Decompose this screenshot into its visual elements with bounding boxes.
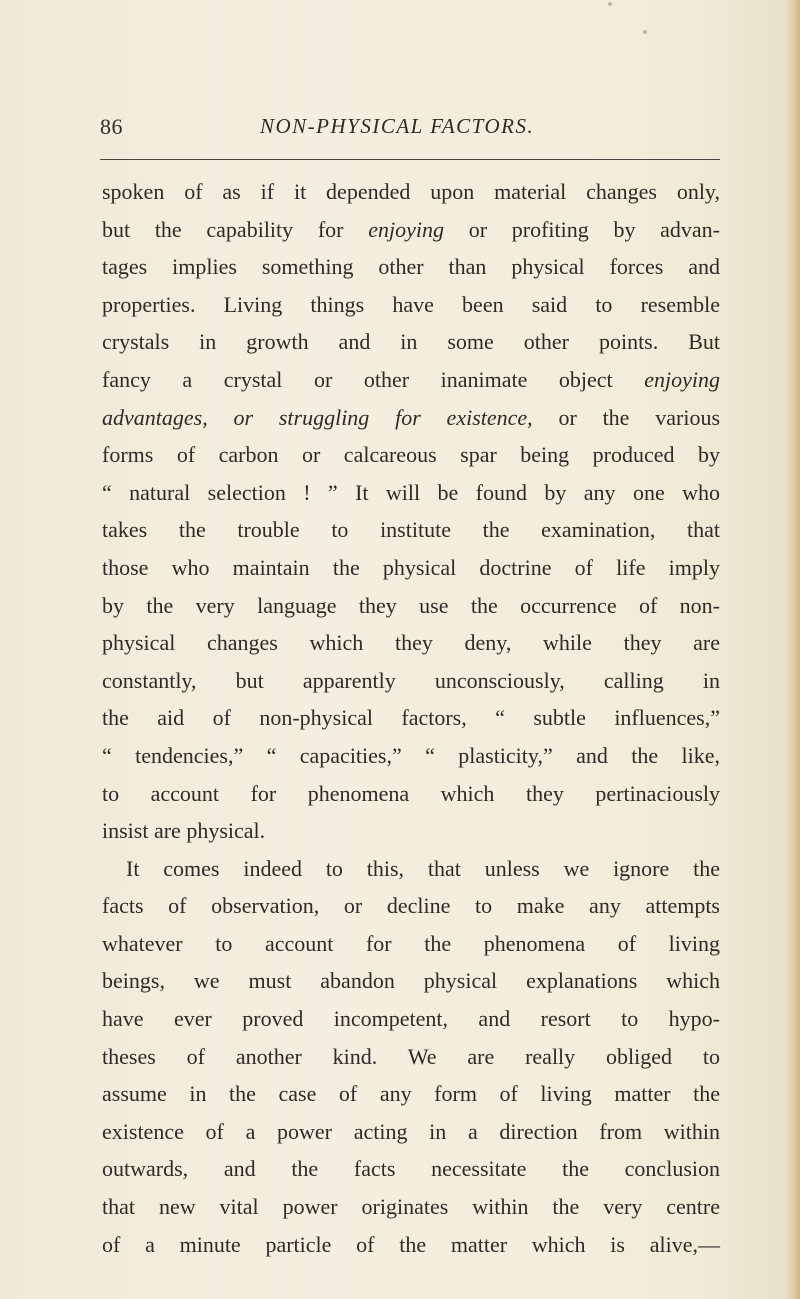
- text-line: [102, 549, 720, 587]
- text-line: [102, 737, 720, 775]
- text-line: [102, 962, 720, 1000]
- text-line: [102, 323, 720, 361]
- print-speck: [643, 30, 647, 34]
- text-line: [102, 1038, 720, 1076]
- text-segment: but the capability for: [102, 216, 369, 242]
- italic-segment: enjoying: [368, 216, 444, 242]
- text-line: [102, 399, 720, 437]
- text-segment: that new vital power originates within the very centre: [102, 1194, 720, 1220]
- text-line: [102, 587, 720, 625]
- text-line: [102, 1000, 720, 1038]
- text-line: [102, 850, 720, 888]
- text-segment: those who maintain the physical doctrine of life imply: [102, 554, 720, 580]
- text-line: [102, 699, 720, 737]
- text-line: [102, 173, 720, 211]
- text-segment: forms of carbon or calcareous spar being produced by: [102, 442, 720, 468]
- text-segment: properties. Living things have been said to resemble: [102, 291, 720, 317]
- text-segment: physical changes which they deny, while they are: [102, 630, 720, 656]
- italic-segment: advantages, or struggling for existence,: [102, 404, 533, 430]
- body-text: [102, 173, 720, 1263]
- text-segment: crystals in growth and in some other points. But: [102, 329, 720, 355]
- text-segment: insist are physical.: [102, 818, 266, 844]
- text-segment: facts of observation, or decline to make any attempts: [102, 893, 720, 919]
- text-segment: existence of a power acting in a direction from within: [102, 1118, 720, 1144]
- text-segment: constantly, but apparently unconsciously, calling in: [102, 667, 720, 693]
- text-line: [102, 248, 720, 286]
- italic-segment: enjoying: [644, 366, 720, 392]
- text-line: [102, 775, 720, 813]
- text-line: [102, 1188, 720, 1226]
- text-segment: or the various: [532, 404, 721, 430]
- text-segment: takes the trouble to institute the examination, that: [102, 517, 720, 543]
- text-segment: “ tendencies,” “ capacities,” “ plasticity,” and the like,: [102, 742, 720, 768]
- text-segment: have ever proved incompetent, and resort to hypo-: [102, 1006, 720, 1032]
- text-line: [102, 1150, 720, 1188]
- text-segment: fancy a crystal or other inanimate object: [102, 366, 645, 392]
- text-line: [102, 1113, 720, 1151]
- text-line: [102, 211, 720, 249]
- text-segment: by the very language they use the occurrence of non-: [102, 592, 720, 618]
- text-line: [102, 1226, 720, 1264]
- text-segment: outwards, and the facts necessitate the conclusion: [102, 1156, 720, 1182]
- text-line: [102, 474, 720, 512]
- text-segment: beings, we must abandon physical explanations which: [102, 968, 720, 994]
- text-line: [102, 925, 720, 963]
- text-segment: or profiting by advan-: [444, 216, 721, 242]
- text-line: [102, 286, 720, 324]
- text-segment: the aid of non-physical factors, “ subtle influences,”: [102, 705, 720, 731]
- text-segment: It comes indeed to this, that unless we ignore the: [126, 855, 720, 881]
- text-segment: whatever to account for the phenomena of living: [102, 930, 720, 956]
- text-segment: spoken of as if it depended upon material changes only,: [102, 179, 720, 204]
- text-segment: to account for phenomena which they pertinaciously: [102, 780, 720, 806]
- text-segment: assume in the case of any form of living matter the: [102, 1081, 720, 1107]
- page-header: [100, 114, 720, 148]
- running-head: NON-PHYSICAL FACTORS.: [260, 114, 535, 138]
- page-edge-shadow: [786, 0, 800, 1299]
- text-line: [102, 511, 720, 549]
- text-line: [102, 624, 720, 662]
- text-line: [102, 1075, 720, 1113]
- text-segment: “ natural selection ! ” It will be found by any one who: [102, 479, 720, 505]
- text-segment: of a minute particle of the matter which is alive,—: [102, 1231, 720, 1257]
- text-line: [102, 812, 720, 850]
- text-line: [102, 361, 720, 399]
- print-speck: [608, 2, 612, 6]
- text-line: [102, 436, 720, 474]
- header-rule: [100, 159, 720, 160]
- text-segment: tages implies something other than physical forces and: [102, 254, 720, 280]
- text-line: [102, 887, 720, 925]
- text-segment: theses of another kind. We are really obliged to: [102, 1043, 720, 1069]
- text-line: [102, 662, 720, 700]
- page-number: 86: [100, 114, 123, 139]
